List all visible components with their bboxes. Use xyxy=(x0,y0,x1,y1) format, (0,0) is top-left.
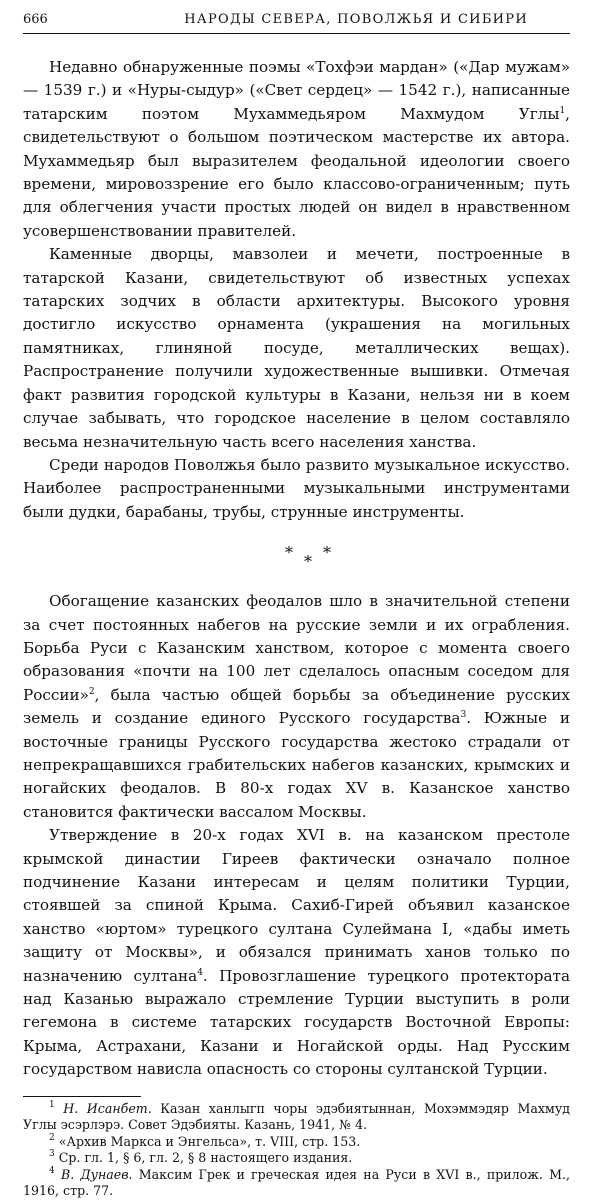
footnote-3: $^3$ Ср. гл. 1, § 6, гл. 2, § 8 настоящего издания. xyxy=(49,1149,353,1166)
footnote-ref-1: 1 xyxy=(559,105,566,116)
running-title: НАРОДЫ СЕВЕРА, ПОВОЛЖЬЯ И СИБИРИ xyxy=(184,12,528,27)
asterisk: * xyxy=(323,543,331,563)
section-break xyxy=(23,543,570,572)
footnote-ref-3: 3 xyxy=(460,710,467,721)
asterisk: * xyxy=(304,552,312,572)
footnote-ref-2: 2 xyxy=(88,686,95,697)
footnote-4: $^4$ В. Дунаев. Максим Грек и греческая идея на Руси в XVI в., прилож. М., 1916, стр. 77. xyxy=(23,1165,570,1199)
running-head xyxy=(23,12,570,34)
footnote-rule xyxy=(23,1096,141,1097)
footnotes xyxy=(23,1101,570,1200)
paragraph-3: Среди народов Поволжья было развито музыкальное искусство. Наиболее распространенными музыкальными инструментами были дудки, барабаны, трубы, струнные инструменты. xyxy=(23,455,570,521)
paragraph-5: Утверждение в 20-х годах XVI в. на казанском престоле крымской династии Гиреев фактически означало полное подчинение Казани интересам и целям политики Турции, стоявшей за спиной Крыма. Сахиб-Гирей объявил казанское ханство «юртом» турецкого султана Сулеймана I, «дабы иметь защиту от Москвы», и обязался принимать ханов только по назначению султана$^4$. Провозглашение турецкого протектората над Казанью выражало стремление Турции выступить в роли гегемона в системе татарских государств Восточной Европы: Крыма, Астрахани, Казани и Ногайской орды. Над Русским государством нависла опасность со стороны султанской Турции. xyxy=(23,826,570,1079)
paragraph-1: Недавно обнаруженные поэмы «Тохфэи мардан» («Дар мужам» — 1539 г.) и «Нуры-сыдур» («Свет сердец» — 1542 г.), написанные татарским поэтом Мухаммедьяром Махмудом Углы$^1$, свидетельствуют о большом поэтическом мастерстве их автора. Мухаммедьяр был выразителем феодальной идеологии своего времени, мировоззрение его было классово-ограниченным; путь для облегчения участи простых людей он видел в нравственном усовершенствовании правителей. xyxy=(23,58,570,240)
main-text xyxy=(23,56,570,1082)
paragraph-4: Обогащение казанских феодалов шло в значительной степени за счет постоянных набегов на русские земли и их ограбления. Борьба Руси с Казанским ханством, которое с момента своего образования «почти на 100 лет сделалось опасным соседом для России»$^2$, была частью общей борьбы за объединение русских земель и создание единого Русского государства$^3$. Южные и восточные границы Русского государства жестоко страдали от непрекращавшихся грабительских набегов казанских, крымских и ногайских феодалов. В 80-х годах XV в. Казанское ханство становится фактически вассалом Москвы. xyxy=(23,592,570,821)
footnote-1: $^1$ Н. Исанбет. Казан ханлыгп чоры эдэбиятыннан, Мохэммэдяр Махмуд Углы эсэрлэрэ. Совет Эдэбияты. Казань, 1941, № 4. xyxy=(23,1099,570,1133)
footnote-ref-4: 4 xyxy=(197,967,203,978)
footnote-2: $^2$ «Архив Маркса и Энгельса», т. VIII, стр. 153. xyxy=(49,1132,361,1149)
page-number: 666 xyxy=(23,12,48,27)
paragraph-2: Каменные дворцы, мавзолеи и мечети, построенные в татарской Казани, свидетельствуют об известных успехах татарских зодчих в области архитектуры. Высокого уровня достигло искусство орнамента (украшения на могильных памятниках, глиняной посуде, металлических вещах). Распространение получили художественные вышивки. Отмечая факт развития городской культуры в Казани, нельзя ни в коем случае забывать, что городское население в целом составляло весьма незначительную часть всего населения ханства. xyxy=(23,245,570,451)
asterisk: * xyxy=(285,543,293,563)
